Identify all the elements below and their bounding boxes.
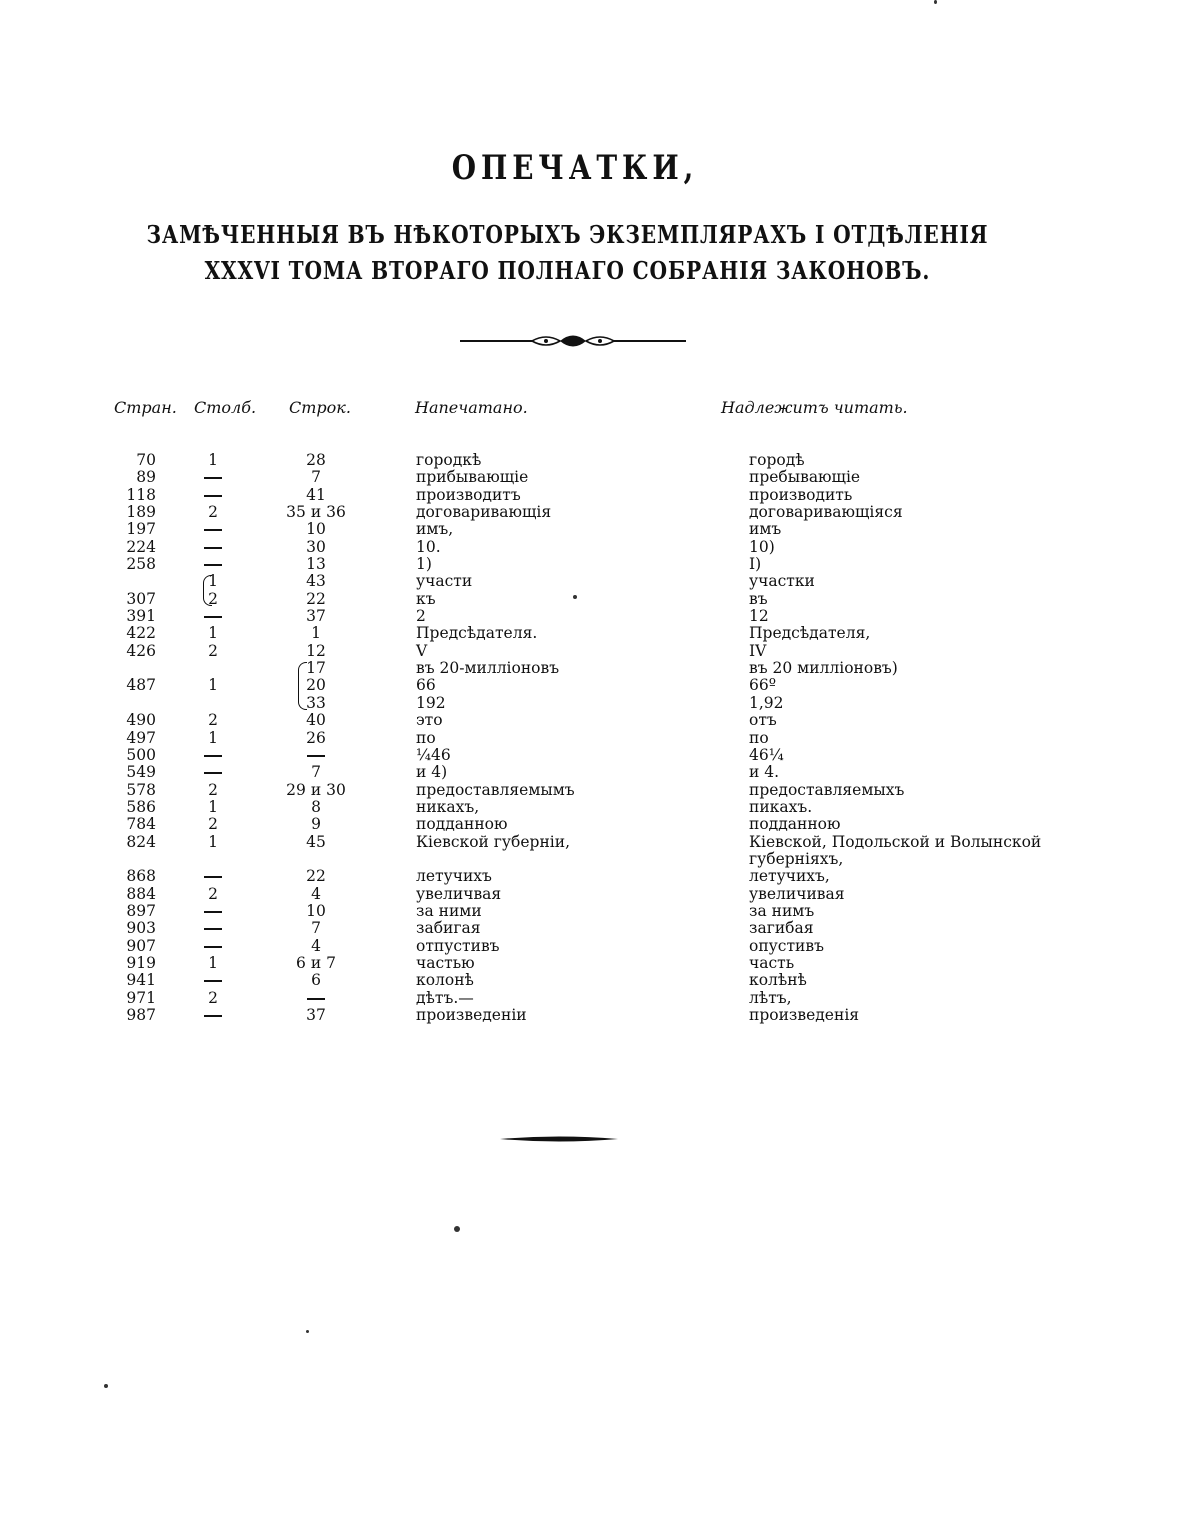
errata-line: 4 (311, 884, 321, 903)
header-page: Стран. (114, 398, 177, 417)
errata-should-read: участки (749, 572, 815, 591)
errata-printed: V (416, 641, 428, 660)
errata-should-read: подданною (749, 815, 841, 834)
errata-page: 258 (126, 555, 156, 574)
errata-printed: за ними (416, 901, 482, 920)
errata-column (190, 469, 236, 486)
errata-column (190, 868, 236, 885)
errata-row (0, 643, 1200, 660)
scan-speck (454, 1226, 460, 1232)
errata-printed: Предсѣдателя. (416, 624, 538, 643)
errata-line: 22 (306, 589, 326, 608)
errata-page: 868 (126, 867, 156, 886)
errata-line: 33 (306, 693, 326, 712)
errata-column: 2 (208, 589, 218, 608)
errata-should-read: часть (749, 953, 795, 972)
errata-line: 45 (306, 832, 326, 851)
end-ornament-icon (500, 1134, 618, 1144)
errata-page: 907 (126, 936, 156, 955)
errata-printed: Кіевской губерніи, (416, 832, 571, 851)
errata-should-read: колѣнѣ (749, 971, 807, 990)
errata-printed: 2 (416, 607, 426, 626)
errata-printed: никахъ, (416, 797, 480, 816)
dash-mark (204, 928, 222, 930)
errata-column: 2 (208, 711, 218, 730)
errata-row (0, 660, 1200, 677)
errata-printed: городкѣ (416, 451, 482, 469)
errata-printed: и 4) (416, 763, 448, 782)
errata-column (190, 539, 236, 556)
errata-printed: это (416, 711, 443, 730)
errata-printed: частью (416, 953, 475, 972)
errata-page: 497 (126, 728, 156, 747)
dash-mark (204, 495, 222, 497)
errata-line: 35 и 36 (286, 503, 346, 522)
errata-column: 2 (208, 641, 218, 660)
scan-speck (104, 1384, 108, 1388)
errata-line: 26 (306, 728, 326, 747)
errata-printed: 192 (416, 693, 446, 712)
errata-should-read: I) (749, 555, 762, 574)
errata-should-read: произведенія (749, 1006, 860, 1024)
scan-speck (573, 595, 577, 599)
errata-row (0, 903, 1200, 920)
errata-line: 41 (306, 485, 326, 504)
dash-mark (204, 876, 222, 878)
errata-should-read: договаривающіяся (749, 503, 903, 522)
dash-mark (204, 980, 222, 982)
errata-line (274, 990, 358, 1007)
dash-mark (204, 1015, 222, 1017)
errata-should-read: IV (749, 641, 767, 660)
errata-line: 17 (306, 659, 326, 678)
errata-page: 197 (126, 520, 156, 539)
errata-printed: произведеніи (416, 1006, 527, 1024)
errata-line: 13 (306, 555, 326, 574)
errata-line (274, 747, 358, 764)
errata-row (0, 521, 1200, 538)
errata-line: 1 (311, 624, 321, 643)
errata-should-read: имъ (749, 520, 782, 539)
errata-line: 9 (311, 815, 321, 834)
errata-column: 2 (208, 884, 218, 903)
errata-should-read: и 4. (749, 763, 780, 782)
grouping-brace (298, 662, 307, 710)
errata-line: 20 (306, 676, 326, 695)
errata-should-read: 1,92 (749, 693, 784, 712)
errata-page: 189 (126, 503, 156, 522)
errata-row (0, 591, 1200, 608)
errata-page: 578 (126, 780, 156, 799)
errata-row (0, 487, 1200, 504)
errata-column: 1 (208, 676, 218, 695)
subtitle-line-2: XXXVI ТОМА ВТОРАГО ПОЛНАГО СОБРАНІЯ ЗАКОНОВЪ. (204, 256, 931, 285)
errata-column: 2 (208, 988, 218, 1007)
errata-page: 490 (126, 711, 156, 730)
errata-column: 1 (208, 953, 218, 972)
dash-mark (204, 911, 222, 913)
errata-row (0, 730, 1200, 747)
errata-should-read: загибая (749, 919, 814, 938)
errata-row (0, 677, 1200, 694)
errata-printed: 1) (416, 555, 432, 574)
dash-mark (204, 529, 222, 531)
errata-row (0, 452, 1200, 469)
errata-row (0, 938, 1200, 955)
errata-line: 28 (306, 451, 326, 469)
errata-row (0, 868, 1200, 885)
errata-column (190, 1007, 236, 1024)
errata-line: 30 (306, 537, 326, 556)
errata-should-read: Предсѣдателя, (749, 624, 871, 643)
errata-should-read: 12 (749, 607, 769, 626)
errata-column: 2 (208, 503, 218, 522)
errata-should-read: отъ (749, 711, 777, 730)
errata-should-read: губерніяхъ, (749, 849, 844, 868)
errata-page: 549 (126, 763, 156, 782)
errata-printed: 66 (416, 676, 436, 695)
errata-line: 29 и 30 (286, 780, 346, 799)
errata-page: 426 (126, 641, 156, 660)
errata-row (0, 834, 1200, 851)
errata-column: 2 (208, 780, 218, 799)
errata-should-read: увеличивая (749, 884, 845, 903)
errata-table (0, 452, 1200, 1024)
errata-line: 10 (306, 520, 326, 539)
errata-printed: участи (416, 572, 473, 591)
errata-page: 500 (126, 745, 156, 764)
errata-page: 884 (126, 884, 156, 903)
errata-should-read: пребывающіе (749, 468, 861, 487)
errata-row (0, 504, 1200, 521)
errata-column (190, 521, 236, 538)
errata-printed: къ (416, 589, 436, 608)
errata-column (190, 747, 236, 764)
errata-row (0, 886, 1200, 903)
errata-column: 1 (208, 832, 218, 851)
errata-column (190, 920, 236, 937)
errata-should-read: пикахъ. (749, 797, 813, 816)
errata-printed: 10. (416, 537, 441, 556)
errata-column: 1 (208, 572, 218, 591)
dash-mark (204, 564, 222, 566)
errata-column (190, 556, 236, 573)
header-printed: Напечатано. (415, 398, 528, 417)
errata-printed: летучихъ (416, 867, 492, 886)
errata-page: 941 (126, 971, 156, 990)
errata-column: 1 (208, 451, 218, 469)
errata-column (190, 938, 236, 955)
ornament-divider-icon (460, 330, 686, 352)
errata-should-read: опустивъ (749, 936, 824, 955)
errata-line: 7 (311, 919, 321, 938)
errata-should-read: лѣтъ, (749, 988, 792, 1007)
errata-should-read: 46¼ (749, 745, 784, 764)
errata-page: 89 (136, 468, 156, 487)
errata-line: 22 (306, 867, 326, 886)
errata-row (0, 712, 1200, 729)
errata-line: 7 (311, 763, 321, 782)
errata-page: 307 (126, 589, 156, 608)
errata-printed: въ 20-милліоновъ (416, 659, 560, 678)
errata-should-read: городѣ (749, 451, 805, 469)
errata-column (190, 764, 236, 781)
errata-row (0, 1007, 1200, 1024)
errata-row (0, 469, 1200, 486)
dash-mark (204, 477, 222, 479)
scan-speck (306, 1330, 309, 1333)
dash-mark (204, 616, 222, 618)
errata-printed: по (416, 728, 436, 747)
errata-row (0, 851, 1200, 868)
header-should-read: Надлежитъ читать. (721, 398, 908, 417)
dash-mark (204, 547, 222, 549)
errata-page: 987 (126, 1006, 156, 1024)
errata-page: 824 (126, 832, 156, 851)
grouping-brace (203, 575, 212, 606)
errata-printed: договаривающія (416, 503, 552, 522)
errata-page: 971 (126, 988, 156, 1007)
errata-row (0, 556, 1200, 573)
errata-column (190, 972, 236, 989)
errata-row (0, 816, 1200, 833)
errata-line: 7 (311, 468, 321, 487)
errata-page: 118 (126, 485, 156, 504)
errata-printed: предоставляемымъ (416, 780, 575, 799)
errata-line: 37 (306, 1006, 326, 1024)
errata-should-read: по (749, 728, 769, 747)
errata-page: 487 (126, 676, 156, 695)
errata-printed: забигая (416, 919, 481, 938)
errata-page: 784 (126, 815, 156, 834)
errata-should-read: въ (749, 589, 768, 608)
errata-should-read: за нимъ (749, 901, 815, 920)
errata-row (0, 972, 1200, 989)
errata-should-read: предоставляемыхъ (749, 780, 905, 799)
errata-page: 70 (136, 451, 156, 469)
dash-mark (204, 946, 222, 948)
errata-page: 897 (126, 901, 156, 920)
errata-line: 4 (311, 936, 321, 955)
errata-page: 422 (126, 624, 156, 643)
errata-should-read: Кіевской, Подольской и Волынской (749, 832, 1042, 851)
dash-mark (204, 755, 222, 757)
errata-column: 2 (208, 815, 218, 834)
errata-line: 10 (306, 901, 326, 920)
errata-printed: дѣтъ.— (416, 988, 474, 1007)
subtitle-line-1: ЗАМѢЧЕННЫЯ ВЪ НѢКОТОРЫХЪ ЭКЗЕМПЛЯРАХЪ I ОТДѢЛЕНІЯ (146, 220, 989, 249)
dash-mark (307, 998, 325, 1000)
errata-printed: подданною (416, 815, 508, 834)
dash-mark (307, 755, 325, 757)
errata-column: 1 (208, 728, 218, 747)
errata-row (0, 625, 1200, 642)
errata-row (0, 764, 1200, 781)
errata-column (190, 903, 236, 920)
errata-row (0, 539, 1200, 556)
errata-printed: имъ, (416, 520, 454, 539)
errata-line: 37 (306, 607, 326, 626)
errata-should-read: летучихъ, (749, 867, 830, 886)
errata-row (0, 955, 1200, 972)
errata-printed: ¼46 (416, 745, 451, 764)
errata-line: 6 (311, 971, 321, 990)
errata-line: 6 и 7 (296, 953, 336, 972)
errata-printed: прибывающіе (416, 468, 529, 487)
errata-row (0, 695, 1200, 712)
errata-printed: увеличвая (416, 884, 502, 903)
errata-row (0, 608, 1200, 625)
errata-line: 43 (306, 572, 326, 591)
errata-line: 40 (306, 711, 326, 730)
scan-speck (934, 0, 937, 4)
errata-row (0, 990, 1200, 1007)
page-title: ОПЕЧАТКИ, (451, 148, 699, 188)
errata-column (190, 487, 236, 504)
errata-line: 12 (306, 641, 326, 660)
errata-column: 1 (208, 797, 218, 816)
dash-mark (204, 772, 222, 774)
errata-row (0, 920, 1200, 937)
errata-page: 903 (126, 919, 156, 938)
errata-page: 391 (126, 607, 156, 626)
errata-row (0, 782, 1200, 799)
errata-row (0, 747, 1200, 764)
errata-row (0, 799, 1200, 816)
errata-printed: производитъ (416, 485, 521, 504)
errata-row (0, 573, 1200, 590)
header-line: Строк. (289, 398, 351, 417)
errata-page: 224 (126, 537, 156, 556)
errata-page: 586 (126, 797, 156, 816)
errata-line: 8 (311, 797, 321, 816)
errata-column (190, 608, 236, 625)
errata-should-read: 66º (749, 676, 777, 695)
errata-page: 919 (126, 953, 156, 972)
errata-printed: отпустивъ (416, 936, 500, 955)
errata-column: 1 (208, 624, 218, 643)
errata-should-read: производить (749, 485, 853, 504)
errata-should-read: въ 20 милліоновъ) (749, 659, 898, 678)
header-column: Столб. (194, 398, 257, 417)
errata-printed: колонѣ (416, 971, 474, 990)
errata-should-read: 10) (749, 537, 775, 556)
